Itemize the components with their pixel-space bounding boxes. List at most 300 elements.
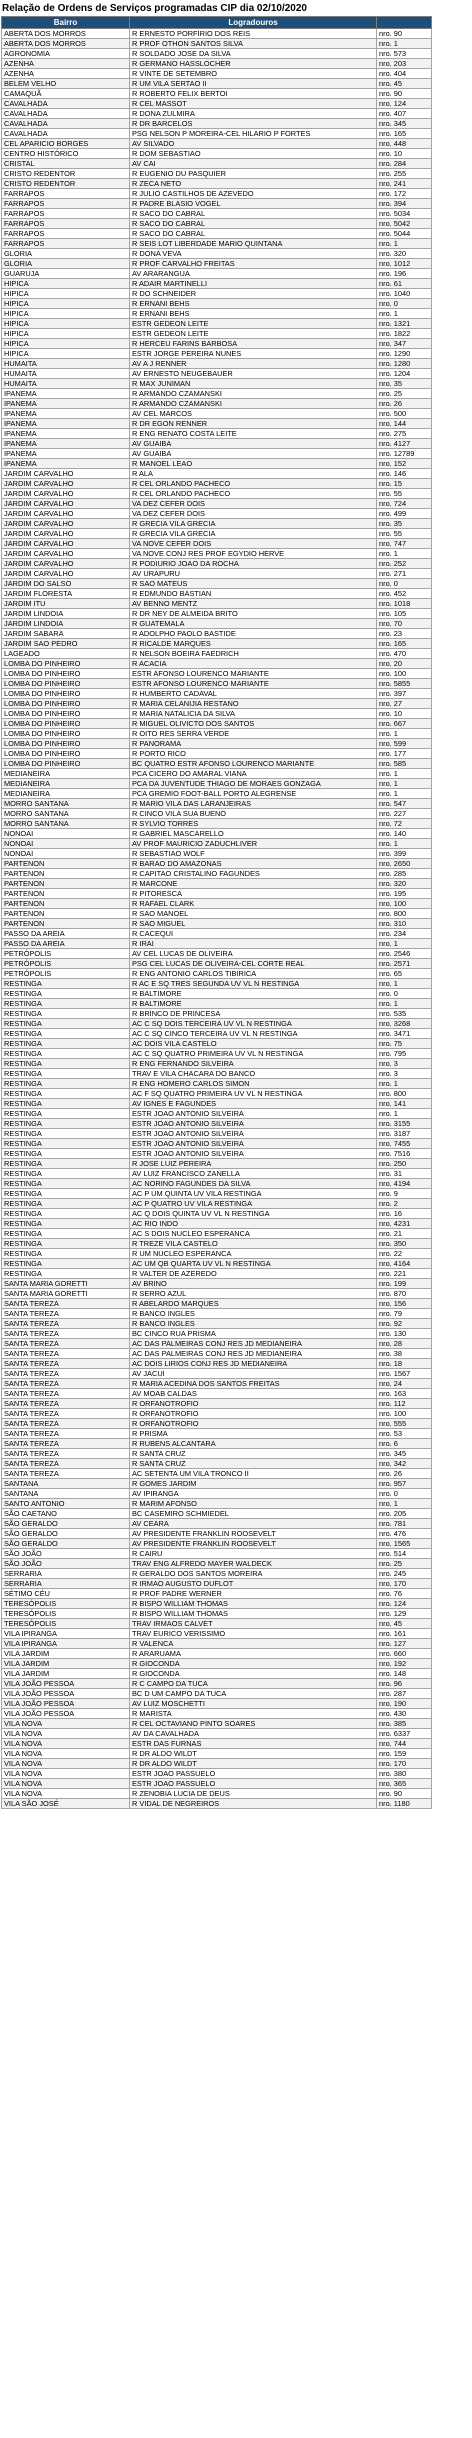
cell-numero[interactable]: nro. 20 (377, 659, 432, 669)
cell-bairro[interactable]: JARDIM CARVALHO (2, 489, 130, 499)
cell-bairro[interactable]: RESTINGA (2, 1269, 130, 1279)
cell-numero[interactable]: nro. 177 (377, 749, 432, 759)
cell-bairro[interactable]: CAMAQUÃ (2, 89, 130, 99)
cell-numero[interactable]: nro. 18 (377, 1359, 432, 1369)
cell-numero[interactable]: nro. 163 (377, 1389, 432, 1399)
cell-bairro[interactable]: CAVALHADA (2, 119, 130, 129)
cell-numero[interactable]: nro. 470 (377, 649, 432, 659)
cell-numero[interactable]: nro. 7455 (377, 1139, 432, 1149)
cell-numero[interactable]: nro. 5044 (377, 229, 432, 239)
cell-logradouro[interactable]: R BRINCO DE PRINCESA (130, 1009, 377, 1019)
cell-logradouro[interactable]: ESTR AFONSO LOURENCO MARIANTE (130, 679, 377, 689)
cell-logradouro[interactable]: R ENG FERNANDO SILVEIRA (130, 1059, 377, 1069)
cell-numero[interactable]: nro. 407 (377, 109, 432, 119)
cell-logradouro[interactable]: R PANORAMA (130, 739, 377, 749)
cell-bairro[interactable]: RESTINGA (2, 1139, 130, 1149)
cell-bairro[interactable]: RESTINGA (2, 1059, 130, 1069)
cell-logradouro[interactable]: AV BENNO MENTZ (130, 599, 377, 609)
cell-logradouro[interactable]: R IRMAO AUGUSTO DUFLOT (130, 1579, 377, 1589)
cell-bairro[interactable]: VILA JARDIM (2, 1649, 130, 1659)
cell-numero[interactable]: nro. 1290 (377, 349, 432, 359)
cell-bairro[interactable]: LOMBA DO PINHEIRO (2, 739, 130, 749)
cell-logradouro[interactable]: R BALTIMORE (130, 999, 377, 1009)
cell-logradouro[interactable]: R SACO DO CABRAL (130, 209, 377, 219)
cell-bairro[interactable]: GLORIA (2, 249, 130, 259)
cell-bairro[interactable]: RESTINGA (2, 1019, 130, 1029)
cell-logradouro[interactable]: R DOM SEBASTIAO (130, 149, 377, 159)
cell-bairro[interactable]: FARRAPOS (2, 229, 130, 239)
cell-logradouro[interactable]: R AC E SQ TRES SEGUNDA UV VL N RESTINGA (130, 979, 377, 989)
cell-logradouro[interactable]: AV LUIZ FRANCISCO ZANELLA (130, 1169, 377, 1179)
cell-logradouro[interactable]: R HERCEU FARINS BARBOSA (130, 339, 377, 349)
cell-numero[interactable]: nro. 430 (377, 1709, 432, 1719)
cell-numero[interactable]: nro. 26 (377, 1469, 432, 1479)
cell-numero[interactable]: nro. 35 (377, 379, 432, 389)
cell-bairro[interactable]: HIPICA (2, 309, 130, 319)
cell-numero[interactable]: nro. 100 (377, 899, 432, 909)
cell-logradouro[interactable]: VA NOVE CEFER DOIS (130, 539, 377, 549)
cell-bairro[interactable]: LOMBA DO PINHEIRO (2, 659, 130, 669)
cell-numero[interactable]: nro. 234 (377, 929, 432, 939)
cell-numero[interactable]: nro. 310 (377, 919, 432, 929)
cell-bairro[interactable]: LOMBA DO PINHEIRO (2, 709, 130, 719)
cell-logradouro[interactable]: AC C SQ QUATRO PRIMEIRA UV VL N RESTINGA (130, 1049, 377, 1059)
cell-logradouro[interactable]: AV PROF MAURICIO ZADUCHLIVER (130, 839, 377, 849)
cell-numero[interactable]: nro. 92 (377, 1319, 432, 1329)
cell-bairro[interactable]: HUMAITA (2, 359, 130, 369)
cell-logradouro[interactable]: TRAV ENG ALFREDO MAYER WALDECK (130, 1559, 377, 1569)
cell-logradouro[interactable]: AC S DOIS NUCLEO ESPERANCA (130, 1229, 377, 1239)
cell-numero[interactable]: nro. 25 (377, 389, 432, 399)
cell-bairro[interactable]: RESTINGA (2, 1109, 130, 1119)
cell-logradouro[interactable]: R VIDAL DE NEGREIROS (130, 1799, 377, 1809)
cell-numero[interactable]: nro. 245 (377, 1569, 432, 1579)
cell-numero[interactable]: nro. 2 (377, 1199, 432, 1209)
cell-logradouro[interactable]: ESTR JOAO ANTONIO SILVEIRA (130, 1129, 377, 1139)
cell-bairro[interactable]: SÃO GERALDO (2, 1529, 130, 1539)
cell-bairro[interactable]: SANTANA (2, 1479, 130, 1489)
cell-logradouro[interactable]: R ERNESTO PORFIRIO DOS REIS (130, 29, 377, 39)
cell-logradouro[interactable]: R PORTO RICO (130, 749, 377, 759)
cell-numero[interactable]: nro. 4127 (377, 439, 432, 449)
cell-logradouro[interactable]: R SANTA CRUZ (130, 1449, 377, 1459)
cell-numero[interactable]: nro. 127 (377, 1639, 432, 1649)
cell-logradouro[interactable]: R SEBASTIAO WOLF (130, 849, 377, 859)
cell-logradouro[interactable]: AV IPIRANGA (130, 1489, 377, 1499)
cell-logradouro[interactable]: R JULIO CASTILHOS DE AZEVEDO (130, 189, 377, 199)
cell-logradouro[interactable]: AC F SQ QUATRO PRIMEIRA UV VL N RESTINGA (130, 1089, 377, 1099)
cell-bairro[interactable]: RESTINGA (2, 1249, 130, 1259)
cell-numero[interactable]: nro. 90 (377, 29, 432, 39)
cell-logradouro[interactable]: AV CEARA (130, 1519, 377, 1529)
cell-logradouro[interactable]: R ABELARDO MARQUES (130, 1299, 377, 1309)
cell-numero[interactable]: nro. 170 (377, 1579, 432, 1589)
cell-bairro[interactable]: AZENHA (2, 69, 130, 79)
cell-logradouro[interactable]: R IRAI (130, 939, 377, 949)
cell-numero[interactable]: nro. 100 (377, 1409, 432, 1419)
cell-logradouro[interactable]: AV ARARANGUA (130, 269, 377, 279)
cell-bairro[interactable]: SANTA MARIA GORETTI (2, 1289, 130, 1299)
cell-bairro[interactable]: VILA IPIRANGA (2, 1629, 130, 1639)
cell-logradouro[interactable]: ESTR JOAO ANTONIO SILVEIRA (130, 1119, 377, 1129)
cell-numero[interactable]: nro. 399 (377, 849, 432, 859)
cell-logradouro[interactable]: AC DAS PALMEIRAS CONJ RES JD MEDIANEIRA (130, 1339, 377, 1349)
cell-bairro[interactable]: RESTINGA (2, 1149, 130, 1159)
cell-numero[interactable]: nro. 241 (377, 179, 432, 189)
cell-bairro[interactable]: FARRAPOS (2, 239, 130, 249)
cell-bairro[interactable]: HIPICA (2, 339, 130, 349)
cell-logradouro[interactable]: R BANCO INGLES (130, 1319, 377, 1329)
cell-logradouro[interactable]: R ERNANI BEHS (130, 299, 377, 309)
cell-numero[interactable]: nro. 72 (377, 819, 432, 829)
cell-numero[interactable]: nro. 320 (377, 249, 432, 259)
cell-numero[interactable]: nro. 28 (377, 1339, 432, 1349)
cell-bairro[interactable]: HIPICA (2, 299, 130, 309)
cell-bairro[interactable]: HIPICA (2, 329, 130, 339)
cell-bairro[interactable]: JARDIM CARVALHO (2, 569, 130, 579)
cell-logradouro[interactable]: R DR ALDO WILDT (130, 1749, 377, 1759)
cell-bairro[interactable]: IPANEMA (2, 419, 130, 429)
cell-numero[interactable]: nro. 380 (377, 1769, 432, 1779)
cell-logradouro[interactable]: R DR BARCELOS (130, 119, 377, 129)
cell-numero[interactable]: nro. 320 (377, 879, 432, 889)
cell-bairro[interactable]: GLORIA (2, 259, 130, 269)
cell-logradouro[interactable]: R CEL OCTAVIANO PINTO SOARES (130, 1719, 377, 1729)
column-header-bairro[interactable]: Bairro (2, 17, 130, 29)
cell-logradouro[interactable]: R GIOCONDA (130, 1659, 377, 1669)
cell-numero[interactable]: nro. 192 (377, 1659, 432, 1669)
cell-bairro[interactable]: PASSO DA AREIA (2, 939, 130, 949)
cell-bairro[interactable]: SÃO JOÃO (2, 1549, 130, 1559)
cell-numero[interactable]: nro. 205 (377, 1509, 432, 1519)
cell-logradouro[interactable]: R GERMANO HASSLOCHER (130, 59, 377, 69)
cell-logradouro[interactable]: AC Q DOIS QUINTA UV VL N RESTINGA (130, 1209, 377, 1219)
cell-logradouro[interactable]: R MARIA NATALICIA DA SILVA (130, 709, 377, 719)
cell-numero[interactable]: nro. 195 (377, 889, 432, 899)
cell-logradouro[interactable]: R SAO MIGUEL (130, 919, 377, 929)
cell-bairro[interactable]: HIPICA (2, 289, 130, 299)
cell-numero[interactable]: nro. 514 (377, 1549, 432, 1559)
cell-logradouro[interactable]: AV CAI (130, 159, 377, 169)
cell-bairro[interactable]: SANTA TEREZA (2, 1459, 130, 1469)
cell-logradouro[interactable]: R HUMBERTO CADAVAL (130, 689, 377, 699)
cell-bairro[interactable]: LOMBA DO PINHEIRO (2, 679, 130, 689)
cell-numero[interactable]: nro. 724 (377, 499, 432, 509)
cell-bairro[interactable]: SANTA TEREZA (2, 1299, 130, 1309)
cell-bairro[interactable]: SERRARIA (2, 1579, 130, 1589)
cell-numero[interactable]: nro. 3155 (377, 1119, 432, 1129)
cell-logradouro[interactable]: R MARCONE (130, 879, 377, 889)
cell-numero[interactable]: nro. 130 (377, 1329, 432, 1339)
cell-logradouro[interactable]: BC CASEMIRO SCHMIEDEL (130, 1509, 377, 1519)
cell-logradouro[interactable]: VA DEZ CEFER DOIS (130, 499, 377, 509)
cell-logradouro[interactable]: AV PRESIDENTE FRANKLIN ROOSEVELT (130, 1539, 377, 1549)
cell-bairro[interactable]: RESTINGA (2, 1199, 130, 1209)
cell-bairro[interactable]: SÃO GERALDO (2, 1539, 130, 1549)
cell-bairro[interactable]: SANTA TEREZA (2, 1359, 130, 1369)
cell-bairro[interactable]: JARDIM SABARA (2, 629, 130, 639)
cell-numero[interactable]: nro. 124 (377, 1599, 432, 1609)
cell-bairro[interactable]: PARTENON (2, 899, 130, 909)
cell-logradouro[interactable]: R EDMUNDO BASTIAN (130, 589, 377, 599)
cell-logradouro[interactable]: R GIOCONDA (130, 1669, 377, 1679)
cell-numero[interactable]: nro. 4164 (377, 1259, 432, 1269)
cell-logradouro[interactable]: R CINCO VILA SUA BUENO (130, 809, 377, 819)
cell-logradouro[interactable]: R SAO MANOEL (130, 909, 377, 919)
cell-logradouro[interactable]: R BISPO WILLIAM THOMAS (130, 1599, 377, 1609)
cell-logradouro[interactable]: R VINTE DE SETEMBRO (130, 69, 377, 79)
cell-numero[interactable]: nro. 744 (377, 1739, 432, 1749)
cell-numero[interactable]: nro. 3268 (377, 1019, 432, 1029)
cell-bairro[interactable]: RESTINGA (2, 1029, 130, 1039)
cell-bairro[interactable]: HIPICA (2, 349, 130, 359)
cell-logradouro[interactable]: R RUBENS ALCANTARA (130, 1439, 377, 1449)
cell-numero[interactable]: nro. 394 (377, 199, 432, 209)
cell-numero[interactable]: nro. 599 (377, 739, 432, 749)
cell-logradouro[interactable]: ESTR GEDEON LEITE (130, 329, 377, 339)
cell-logradouro[interactable]: R GERALDO DOS SANTOS MOREIRA (130, 1569, 377, 1579)
cell-bairro[interactable]: RESTINGA (2, 1069, 130, 1079)
cell-numero[interactable]: nro. 285 (377, 869, 432, 879)
cell-logradouro[interactable]: R MARIM AFONSO (130, 1499, 377, 1509)
cell-bairro[interactable]: VILA NOVA (2, 1749, 130, 1759)
cell-logradouro[interactable]: AV DA CAVALHADA (130, 1729, 377, 1739)
cell-bairro[interactable]: SANTA TEREZA (2, 1399, 130, 1409)
cell-numero[interactable]: nro. 203 (377, 59, 432, 69)
cell-numero[interactable]: nro. 800 (377, 1089, 432, 1099)
cell-bairro[interactable]: LOMBA DO PINHEIRO (2, 669, 130, 679)
cell-logradouro[interactable]: R SYLVIO TORRES (130, 819, 377, 829)
cell-numero[interactable]: nro. 287 (377, 1689, 432, 1699)
cell-numero[interactable]: nro. 90 (377, 89, 432, 99)
cell-numero[interactable]: nro. 45 (377, 79, 432, 89)
cell-numero[interactable]: nro. 252 (377, 559, 432, 569)
cell-bairro[interactable]: LAGEADO (2, 649, 130, 659)
cell-bairro[interactable]: LOMBA DO PINHEIRO (2, 749, 130, 759)
cell-bairro[interactable]: SANTA MARIA GORETTI (2, 1279, 130, 1289)
cell-numero[interactable]: nro. 75 (377, 1039, 432, 1049)
cell-numero[interactable]: nro. 70 (377, 619, 432, 629)
cell-bairro[interactable]: RESTINGA (2, 1089, 130, 1099)
cell-logradouro[interactable]: PCA DA JUVENTUDE THIAGO DE MORAES GONZAGA (130, 779, 377, 789)
cell-logradouro[interactable]: R ORFANOTROFIO (130, 1399, 377, 1409)
cell-bairro[interactable]: SANTA TEREZA (2, 1349, 130, 1359)
cell-bairro[interactable]: VILA NOVA (2, 1719, 130, 1729)
cell-numero[interactable]: nro. 870 (377, 1289, 432, 1299)
cell-numero[interactable]: nro. 573 (377, 49, 432, 59)
cell-numero[interactable]: nro. 141 (377, 1099, 432, 1109)
cell-numero[interactable]: nro. 1 (377, 309, 432, 319)
cell-logradouro[interactable]: BC QUATRO ESTR AFONSO LOURENCO MARIANTE (130, 759, 377, 769)
cell-numero[interactable]: nro. 747 (377, 539, 432, 549)
cell-numero[interactable]: nro. 1204 (377, 369, 432, 379)
cell-logradouro[interactable]: R DR ALDO WILDT (130, 1759, 377, 1769)
cell-bairro[interactable]: FARRAPOS (2, 209, 130, 219)
cell-bairro[interactable]: BELEM VELHO (2, 79, 130, 89)
cell-numero[interactable]: nro. 45 (377, 1619, 432, 1629)
cell-logradouro[interactable]: R CAIRU (130, 1549, 377, 1559)
cell-numero[interactable]: nro. 0 (377, 989, 432, 999)
cell-logradouro[interactable]: R ARMANDO CZAMANSKI (130, 389, 377, 399)
column-header-numero[interactable] (377, 17, 432, 29)
cell-bairro[interactable]: RESTINGA (2, 1229, 130, 1239)
cell-bairro[interactable]: IPANEMA (2, 429, 130, 439)
cell-logradouro[interactable]: R GOMES JARDIM (130, 1479, 377, 1489)
cell-numero[interactable]: nro. 2546 (377, 949, 432, 959)
cell-logradouro[interactable]: R ENG HOMERO CARLOS SIMON (130, 1079, 377, 1089)
cell-logradouro[interactable]: R ORFANOTROFIO (130, 1419, 377, 1429)
cell-numero[interactable]: nro. 547 (377, 799, 432, 809)
cell-bairro[interactable]: VILA IPIRANGA (2, 1639, 130, 1649)
cell-numero[interactable]: nro. 144 (377, 419, 432, 429)
cell-numero[interactable]: nro. 476 (377, 1529, 432, 1539)
cell-logradouro[interactable]: AV BRINO (130, 1279, 377, 1289)
cell-numero[interactable]: nro. 1 (377, 729, 432, 739)
cell-numero[interactable]: nro. 585 (377, 759, 432, 769)
cell-bairro[interactable]: CEL APARICIO BORGES (2, 139, 130, 149)
cell-logradouro[interactable]: AV CEL LUCAS DE OLIVEIRA (130, 949, 377, 959)
cell-bairro[interactable]: HIPICA (2, 279, 130, 289)
cell-logradouro[interactable]: R MARIA CELANIJIA RESTANO (130, 699, 377, 709)
cell-logradouro[interactable]: R OITO RES SERRA VERDE (130, 729, 377, 739)
cell-numero[interactable]: nro. 15 (377, 479, 432, 489)
cell-logradouro[interactable]: R ARMANDO CZAMANSKI (130, 399, 377, 409)
cell-logradouro[interactable]: R VALENCA (130, 1639, 377, 1649)
cell-bairro[interactable]: IPANEMA (2, 449, 130, 459)
cell-numero[interactable]: nro. 284 (377, 159, 432, 169)
cell-logradouro[interactable]: R BALTIMORE (130, 989, 377, 999)
cell-numero[interactable]: nro. 1 (377, 39, 432, 49)
cell-logradouro[interactable]: TRAV EURICO VERISSIMO (130, 1629, 377, 1639)
cell-logradouro[interactable]: R GRECIA VILA GRECIA (130, 529, 377, 539)
cell-numero[interactable]: nro. 7516 (377, 1149, 432, 1159)
cell-bairro[interactable]: CRISTAL (2, 159, 130, 169)
cell-logradouro[interactable]: R ZECA NETO (130, 179, 377, 189)
cell-bairro[interactable]: SANTA TEREZA (2, 1439, 130, 1449)
cell-logradouro[interactable]: ESTR JOAO PASSUELO (130, 1769, 377, 1779)
cell-numero[interactable]: nro. 404 (377, 69, 432, 79)
cell-bairro[interactable]: MEDIANEIRA (2, 779, 130, 789)
cell-logradouro[interactable]: R ENG RENATO COSTA LEITE (130, 429, 377, 439)
cell-numero[interactable]: nro. 1 (377, 839, 432, 849)
cell-numero[interactable]: nro. 105 (377, 609, 432, 619)
cell-numero[interactable]: nro. 5034 (377, 209, 432, 219)
cell-logradouro[interactable]: AC C SQ CINCO TERCEIRA UV VL N RESTINGA (130, 1029, 377, 1039)
cell-bairro[interactable]: SANTA TEREZA (2, 1339, 130, 1349)
cell-logradouro[interactable]: R ZENOBIA LUCIA DE DEUS (130, 1789, 377, 1799)
cell-logradouro[interactable]: AV CEL MARCOS (130, 409, 377, 419)
cell-logradouro[interactable]: R RICALDE MARQUES (130, 639, 377, 649)
cell-numero[interactable]: nro. 448 (377, 139, 432, 149)
cell-bairro[interactable]: MEDIANEIRA (2, 769, 130, 779)
cell-logradouro[interactable]: ESTR JOAO ANTONIO SILVEIRA (130, 1109, 377, 1119)
cell-bairro[interactable]: JARDIM CARVALHO (2, 519, 130, 529)
cell-bairro[interactable]: VILA NOVA (2, 1729, 130, 1739)
cell-bairro[interactable]: CRISTO REDENTOR (2, 169, 130, 179)
cell-bairro[interactable]: VILA NOVA (2, 1769, 130, 1779)
cell-logradouro[interactable]: R BARAO DO AMAZONAS (130, 859, 377, 869)
cell-bairro[interactable]: SANTA TEREZA (2, 1369, 130, 1379)
cell-bairro[interactable]: VILA NOVA (2, 1789, 130, 1799)
cell-logradouro[interactable]: PCA CICERO DO AMARAL VIANA (130, 769, 377, 779)
cell-logradouro[interactable]: R UM NUCLEO ESPERANCA (130, 1249, 377, 1259)
cell-bairro[interactable]: PARTENON (2, 859, 130, 869)
cell-logradouro[interactable]: AC UM QB QUARTA UV VL N RESTINGA (130, 1259, 377, 1269)
cell-numero[interactable]: nro. 452 (377, 589, 432, 599)
cell-logradouro[interactable]: AC C SQ DOIS TERCEIRA UV VL N RESTINGA (130, 1019, 377, 1029)
cell-bairro[interactable]: PETRÓPOLIS (2, 969, 130, 979)
cell-bairro[interactable]: HUMAITA (2, 369, 130, 379)
cell-bairro[interactable]: JARDIM LINDOIA (2, 619, 130, 629)
cell-bairro[interactable]: PETRÓPOLIS (2, 959, 130, 969)
cell-logradouro[interactable]: R MARIO VILA DAS LARANJEIRAS (130, 799, 377, 809)
cell-bairro[interactable]: VILA SÃO JOSÉ (2, 1799, 130, 1809)
cell-bairro[interactable]: JARDIM CARVALHO (2, 499, 130, 509)
cell-bairro[interactable]: VILA JOÃO PESSOA (2, 1689, 130, 1699)
cell-logradouro[interactable]: R ALA (130, 469, 377, 479)
cell-numero[interactable]: nro. 250 (377, 1159, 432, 1169)
cell-bairro[interactable]: IPANEMA (2, 399, 130, 409)
cell-logradouro[interactable]: BC D UM CAMPO DA TUCA (130, 1689, 377, 1699)
cell-logradouro[interactable]: AC DAS PALMEIRAS CONJ RES JD MEDIANEIRA (130, 1349, 377, 1359)
cell-numero[interactable]: nro. 196 (377, 269, 432, 279)
cell-logradouro[interactable]: AC P UM QUINTA UV VILA RESTINGA (130, 1189, 377, 1199)
cell-numero[interactable]: nro. 1 (377, 769, 432, 779)
cell-numero[interactable]: nro. 499 (377, 509, 432, 519)
cell-bairro[interactable]: RESTINGA (2, 1219, 130, 1229)
cell-bairro[interactable]: CENTRO HISTÓRICO (2, 149, 130, 159)
cell-logradouro[interactable]: R PROF PADRE WERNER (130, 1589, 377, 1599)
cell-numero[interactable]: nro. 190 (377, 1699, 432, 1709)
cell-bairro[interactable]: SÉTIMO CÉU (2, 1589, 130, 1599)
cell-bairro[interactable]: FARRAPOS (2, 199, 130, 209)
cell-numero[interactable]: nro. 21 (377, 1229, 432, 1239)
cell-bairro[interactable]: VILA NOVA (2, 1759, 130, 1769)
cell-logradouro[interactable]: R PADRE BLASIO VOGEL (130, 199, 377, 209)
cell-logradouro[interactable]: R ERNANI BEHS (130, 309, 377, 319)
cell-numero[interactable]: nro. 345 (377, 1449, 432, 1459)
column-header-logradouros[interactable]: Logradouros (130, 17, 377, 29)
cell-numero[interactable]: nro. 90 (377, 1789, 432, 1799)
cell-numero[interactable]: nro. 0 (377, 299, 432, 309)
cell-bairro[interactable]: JARDIM FLORESTA (2, 589, 130, 599)
cell-numero[interactable]: nro. 2571 (377, 959, 432, 969)
cell-bairro[interactable]: RESTINGA (2, 1169, 130, 1179)
cell-numero[interactable]: nro. 555 (377, 1419, 432, 1429)
cell-bairro[interactable]: RESTINGA (2, 1049, 130, 1059)
cell-bairro[interactable]: RESTINGA (2, 1259, 130, 1269)
cell-logradouro[interactable]: ESTR JOAO ANTONIO SILVEIRA (130, 1139, 377, 1149)
cell-logradouro[interactable]: R EUGENIO DU PASQUIER (130, 169, 377, 179)
cell-bairro[interactable]: SANTA TEREZA (2, 1329, 130, 1339)
cell-numero[interactable]: nro. 1 (377, 1499, 432, 1509)
cell-bairro[interactable]: LOMBA DO PINHEIRO (2, 719, 130, 729)
cell-bairro[interactable]: VILA NOVA (2, 1739, 130, 1749)
cell-logradouro[interactable]: VA NOVE CONJ RES PROF EGYDIO HERVE (130, 549, 377, 559)
cell-numero[interactable]: nro. 35 (377, 519, 432, 529)
cell-bairro[interactable]: VILA JARDIM (2, 1659, 130, 1669)
cell-logradouro[interactable]: R MAX JUNIMAN (130, 379, 377, 389)
cell-bairro[interactable]: ABERTA DOS MORROS (2, 29, 130, 39)
cell-numero[interactable]: nro. 26 (377, 399, 432, 409)
cell-numero[interactable]: nro. 140 (377, 829, 432, 839)
cell-bairro[interactable]: FARRAPOS (2, 219, 130, 229)
cell-bairro[interactable]: PARTENON (2, 919, 130, 929)
cell-numero[interactable]: nro. 16 (377, 1209, 432, 1219)
cell-numero[interactable]: nro. 3471 (377, 1029, 432, 1039)
cell-bairro[interactable]: SANTA TEREZA (2, 1379, 130, 1389)
cell-logradouro[interactable]: R CAPITAO CRISTALINO FAGUNDES (130, 869, 377, 879)
